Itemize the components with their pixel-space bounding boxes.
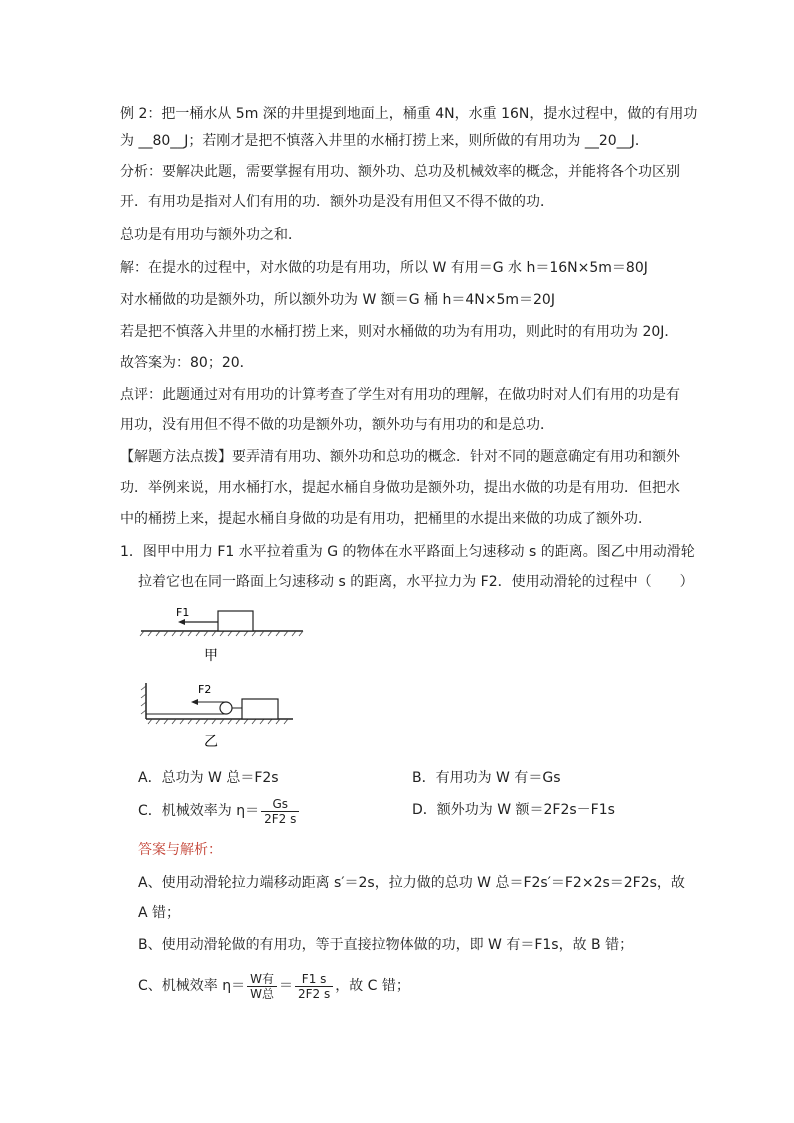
answer-b: B、使用动滑轮做的有用功，等于直接拉物体做的功，即 W 有＝F1s，故 B 错； — [138, 937, 634, 953]
solution-line-3: 若是把不慎落入井里的水桶打捞上来，则对水桶做的功为有用功，则此时的有用功为 20J． — [120, 324, 679, 340]
pulley-wheel — [220, 702, 232, 714]
analysis-line-3: 总功是有用功与额外功之和． — [120, 227, 302, 243]
question-line-1: 1．图甲中用力 F1 水平拉着重为 G 的物体在水平路面上匀速移动 s 的距离。图乙中用动滑轮 — [120, 544, 695, 560]
equals-sign: ＝ — [278, 978, 293, 994]
answer-blank-1: __80__ — [138, 133, 185, 149]
numerator: Gs — [261, 797, 299, 812]
numerator: W有 — [247, 972, 277, 987]
analysis-line-1: 分析：要解决此题，需要掌握有用功、额外功、总功及机械效率的概念，并能将各个功区别 — [120, 164, 680, 180]
block-jia — [218, 611, 253, 631]
denominator: 2F2 s — [264, 811, 297, 826]
comment-line-2: 用功，没有用但不得不做的功是额外功，额外功与有用功的和是总功． — [120, 417, 554, 433]
example-line-2 — [120, 131, 649, 151]
label-yi: 乙 — [204, 734, 218, 750]
label-f1: F1 — [176, 606, 190, 619]
text: J． — [630, 133, 649, 149]
denominator: 2F2 s — [297, 986, 331, 1001]
example-line-1: 例 2：把一桶水从 5m 深的井里提到地面上，桶重 4N，水重 16N，提水过程中，做的有用功 — [120, 106, 698, 122]
arrowhead-f1 — [178, 619, 185, 625]
fraction-f1s-2f2s — [295, 972, 333, 1001]
answer-a-line-1: A、使用动滑轮拉力端移动距离 s′＝2s，拉力做的总功 W 总＝F2s′＝F2×2s＝2F2s，故 — [138, 875, 685, 891]
answer-c — [138, 968, 410, 1004]
text: C、机械效率 η＝ — [138, 978, 246, 994]
question-line-2: 拉着它也在同一路面上匀速移动 s 的距离，水平拉力为 F2．使用动滑轮的过程中（ ） — [138, 574, 694, 590]
option-a: A．总功为 W 总＝F2s — [138, 770, 279, 786]
option-d: D．额外功为 W 额＝2F2s－F1s — [412, 802, 615, 818]
text: C．机械效率为 η＝ — [138, 803, 260, 819]
option-b: B．有用功为 W 有＝Gs — [412, 770, 561, 786]
method-line-2: 功．举例来说，用水桶打水，提起水桶自身做功是额外功，提出水做的功是有用功．但把水 — [120, 480, 680, 496]
answer-heading: 答案与解析： — [138, 842, 222, 858]
comment-line-1: 点评：此题通过对有用功的计算考查了学生对有用功的理解，在做功时对人们有用的功是有 — [120, 387, 680, 403]
analysis-line-2: 开．有用功是指对人们有用的功．额外功是没有用但又不得不做的功． — [120, 194, 554, 210]
option-c — [138, 795, 301, 827]
physics-figure — [138, 600, 308, 750]
arrowhead-f2 — [191, 699, 198, 705]
fraction-w-ratio — [247, 972, 277, 1001]
solution-line-1: 解：在提水的过程中，对水做的功是有用功，所以 W 有用＝G 水 h＝16N×5m＝80J — [120, 260, 648, 276]
answer-blank-2: __20__ — [584, 133, 631, 149]
text: ，故 C 错； — [335, 978, 410, 994]
label-f2: F2 — [198, 683, 212, 696]
solution-line-2: 对水桶做的功是额外功，所以额外功为 W 额＝G 桶 h＝4N×5m＝20J — [120, 292, 555, 308]
method-line-1: 【解题方法点拨】要弄清有用功、额外功和总功的概念．针对不同的题意确定有用功和额外 — [120, 449, 680, 465]
numerator: F1 s — [295, 972, 333, 987]
answer-a-line-2: A 错； — [138, 905, 181, 921]
fraction-gs-2f2s — [261, 797, 299, 826]
text: J；若刚才是把不慎落入井里的水桶打捞上来，则所做的有用功为 — [184, 133, 585, 149]
block-yi — [242, 699, 278, 719]
label-jia: 甲 — [204, 648, 218, 664]
method-line-3: 中的桶捞上来，提起水桶自身做的功是有用功，把桶里的水提出来做的功成了额外功． — [120, 511, 652, 527]
solution-line-4: 故答案为：80；20． — [120, 355, 254, 371]
denominator: W总 — [250, 986, 274, 1001]
text: 为 — [120, 133, 139, 149]
